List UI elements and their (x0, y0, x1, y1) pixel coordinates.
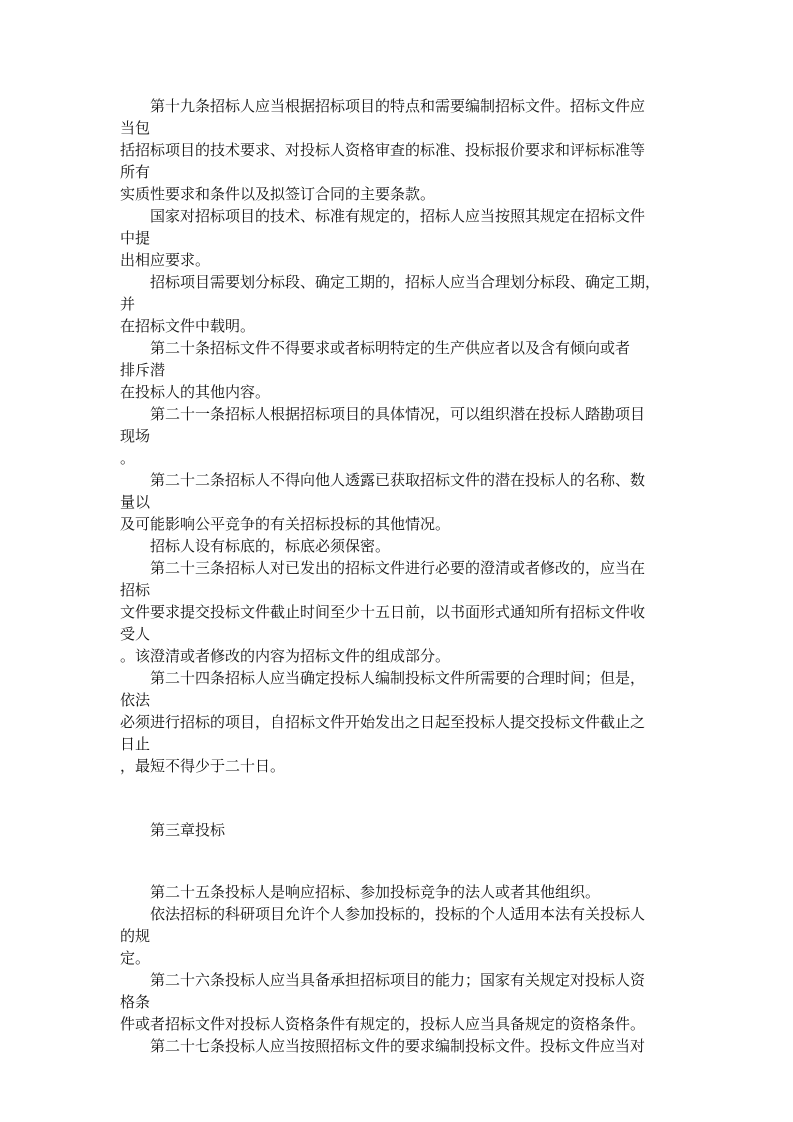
paragraph-line: 的规 (120, 927, 151, 945)
paragraph-line: 日止 (120, 735, 151, 753)
paragraph-line: 招标 (120, 581, 151, 599)
paragraph-line: 第二十七条投标人应当按照招标文件的要求编制投标文件。投标文件应当对 (150, 1037, 646, 1055)
paragraph-line: 括招标项目的技术要求、对投标人资格审查的标准、投标报价要求和评标标准等 (120, 141, 646, 159)
paragraph-line: 并 (120, 295, 136, 313)
paragraph-line: 第二十五条投标人是响应招标、参加投标竞争的法人或者其他组织。 (150, 883, 601, 901)
paragraph-line: 文件要求提交投标文件截止时间至少十五日前，以书面形式通知所有招标文件收 (120, 603, 646, 621)
paragraph-line: 国家对招标项目的技术、标准有规定的，招标人应当按照其规定在招标文件 (150, 207, 646, 225)
paragraph-line: 第二十一条招标人根据招标项目的具体情况，可以组织潜在投标人踏勘项目 (150, 405, 646, 423)
paragraph-line: 当包 (120, 119, 151, 137)
paragraph-line: 实质性要求和条件以及拟签订合同的主要条款。 (120, 185, 436, 203)
paragraph-line: 第二十六条投标人应当具备承担招标项目的能力；国家有关规定对投标人资 (150, 971, 646, 989)
paragraph-line: 依法招标的科研项目允许个人参加投标的，投标的个人适用本法有关投标人 (150, 905, 646, 923)
paragraph-line: 在招标文件中载明。 (120, 317, 256, 335)
chapter-heading: 第三章投标 (150, 821, 226, 839)
paragraph-line: 量以 (120, 493, 151, 511)
paragraph-line: 件或者招标文件对投标人资格条件有规定的，投标人应当具备规定的资格条件。 (120, 1015, 646, 1033)
paragraph-line: 受人 (120, 625, 151, 643)
paragraph-line: 。该澄清或者修改的内容为招标文件的组成部分。 (120, 647, 451, 665)
paragraph-line: 在投标人的其他内容。 (120, 383, 271, 401)
paragraph-line: 招标项目需要划分标段、确定工期的，招标人应当合理划分标段、确定工期， (150, 273, 661, 291)
paragraph-line: 及可能影响公平竞争的有关招标投标的其他情况。 (120, 515, 451, 533)
paragraph-line: ，最短不得少于二十日。 (120, 757, 286, 775)
paragraph-line: 第二十四条招标人应当确定投标人编制投标文件所需要的合理时间；但是， (150, 669, 646, 687)
paragraph-line: 必须进行招标的项目，自招标文件开始发出之日起至投标人提交投标文件截止之 (120, 713, 646, 731)
paragraph-line: 格条 (120, 993, 151, 1011)
paragraph-line: 现场 (120, 427, 151, 445)
paragraph-line: 所有 (120, 163, 151, 181)
paragraph-line: 第二十二条招标人不得向他人透露已获取招标文件的潜在投标人的名称、数 (150, 471, 646, 489)
paragraph-line: 第二十三条招标人对已发出的招标文件进行必要的澄清或者修改的，应当在 (150, 559, 646, 577)
paragraph-line: 。 (120, 449, 136, 467)
paragraph-line: 招标人设有标底的，标底必须保密。 (150, 537, 391, 555)
paragraph-line: 定。 (120, 949, 151, 967)
paragraph-line: 中提 (120, 229, 151, 247)
paragraph-line: 依法 (120, 691, 151, 709)
paragraph-line: 第十九条招标人应当根据招标项目的特点和需要编制招标文件。招标文件应 (150, 97, 646, 115)
paragraph-line: 第二十条招标文件不得要求或者标明特定的生产供应者以及含有倾向或者 (150, 339, 631, 357)
paragraph-line: 出相应要求。 (120, 251, 211, 269)
paragraph-line: 排斥潜 (120, 361, 166, 379)
